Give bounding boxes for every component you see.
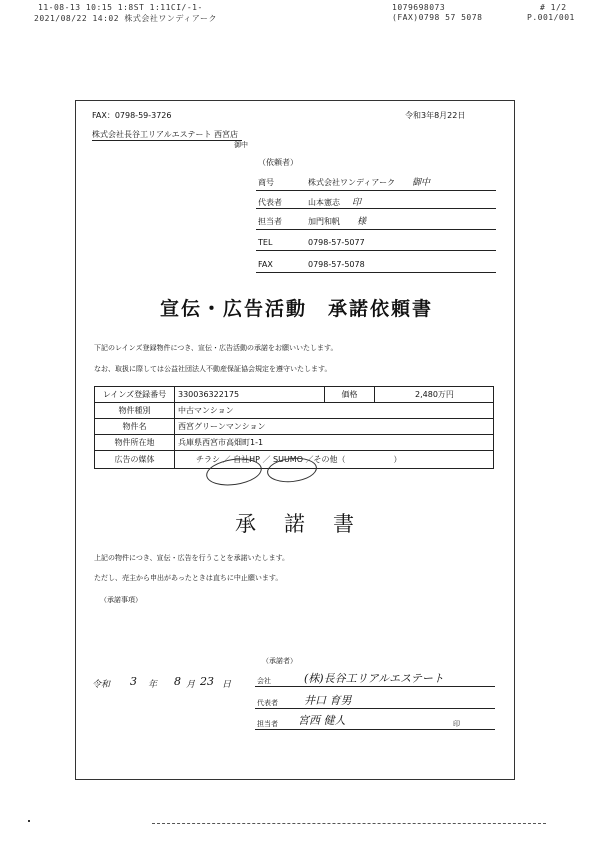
requester-staff-note: 様: [357, 217, 367, 227]
signature-date-day: 23: [200, 675, 214, 688]
requester-company-line: [256, 190, 496, 191]
signature-date-month: 8: [174, 675, 181, 688]
consenter-heading: （承諾者）: [262, 657, 297, 665]
name-label: 物件名: [95, 419, 175, 435]
requester-rep-line: [256, 208, 496, 209]
consent-line-2: ただし、売主から申出があったときは直ちに中止願います。: [94, 574, 283, 582]
requester-heading: （依頼者）: [258, 158, 298, 167]
signature-date-era: 令和: [92, 680, 111, 690]
document-title: 宣伝・広告活動 承諾依頼書: [160, 298, 434, 320]
fax-header-line2-left: 2021/08/22 14:02 株式会社ワンディアーク: [34, 14, 217, 23]
signature-date-year-unit: 年: [148, 680, 158, 690]
consent-note: （承諾事項）: [100, 596, 142, 604]
table-row: [95, 403, 494, 419]
recipient-fax-number: FAX：0798-59-3726: [92, 111, 172, 120]
fax-header-line1-left: 11-08-13 10:15 1:8ST 1:11CI/-1-: [38, 3, 203, 12]
requester-company-note: 御中: [412, 178, 431, 188]
consent-line-1: 上記の物件につき、宣伝・広告を行うことを承諾いたします。: [94, 554, 290, 562]
requester-company-value: 株式会社ワンディアーク: [308, 178, 396, 187]
intro-line-1: 下記のレインズ登録物件につき、宣伝・広告活動の承諾をお願いいたします。: [94, 344, 338, 352]
requester-fax-label: FAX: [258, 260, 273, 269]
type-label: 物件種別: [95, 403, 175, 419]
reins-value: 330036322175: [175, 387, 325, 403]
document-date: 令和3年8月22日: [405, 111, 466, 120]
requester-company-label: 商号: [258, 178, 274, 187]
signature-date-year: 3: [130, 675, 137, 688]
requester-tel-value: 0798-57-5077: [308, 238, 365, 247]
requester-staff-label: 担当者: [258, 217, 282, 226]
page-corner-dot: [28, 820, 30, 822]
address-value: 兵庫県西宮市高畑町1-1: [175, 435, 494, 451]
table-row: [95, 435, 494, 451]
price-label: 価格: [325, 387, 375, 403]
reins-label: レインズ登録番号: [95, 387, 175, 403]
fax-header-line2-right: P.001/001: [527, 13, 575, 22]
price-value: 2,480万円: [375, 387, 494, 403]
signature-date-month-unit: 月: [186, 680, 196, 690]
fax-header-line1-right: # 1/2: [540, 3, 567, 12]
consenter-rep-line: [255, 708, 495, 709]
media-options: チラシ ／ 自社HP ／ SUUMO ／その他（ ）: [196, 455, 402, 464]
table-row: [95, 419, 494, 435]
consenter-stamp-mark: 印: [453, 720, 460, 728]
consenter-staff-line: [255, 729, 495, 730]
requester-tel-label: TEL: [258, 238, 273, 247]
table-row: [95, 387, 494, 403]
signature-date-day-unit: 日: [222, 680, 232, 690]
consenter-company-value: (株)長谷工リアルエステート: [304, 672, 444, 685]
property-table: [94, 386, 494, 469]
requester-fax-line: [256, 272, 496, 273]
type-value: 中古マンション: [175, 403, 494, 419]
requester-tel-line: [256, 250, 496, 251]
fax-header-line2-mid: (FAX)0798 57 5078: [392, 13, 483, 22]
page-bottom-rule: [152, 823, 546, 824]
consenter-company-line: [255, 686, 495, 687]
intro-line-2: なお、取扱に際しては公益社団法人不動産保証協会規定を遵守いたします。: [94, 365, 332, 373]
fax-header-line1-mid: 1079698073: [392, 3, 446, 12]
consenter-rep-label: 代表者: [257, 699, 278, 707]
requester-rep-label: 代表者: [258, 198, 282, 207]
consenter-staff-label: 担当者: [257, 720, 278, 728]
requester-staff-line: [256, 229, 496, 230]
addressee-suffix: 御中: [234, 141, 248, 149]
requester-fax-value: 0798-57-5078: [308, 260, 365, 269]
requester-staff-value: 加門和帆: [308, 217, 340, 226]
name-value: 西宮グリーンマンション: [175, 419, 494, 435]
consenter-company-label: 会社: [257, 677, 271, 685]
requester-rep-seal: 印: [352, 198, 362, 208]
consenter-rep-value: 井口 育男: [304, 694, 352, 707]
address-label: 物件所在地: [95, 435, 175, 451]
media-label: 広告の媒体: [95, 451, 175, 469]
consent-title: 承諾書: [235, 512, 382, 536]
addressee: 株式会社長谷工リアルエステート 西宮店: [92, 129, 242, 141]
consenter-staff-value: 宮西 健人: [298, 714, 346, 727]
requester-rep-value: 山本憲志: [308, 198, 340, 207]
